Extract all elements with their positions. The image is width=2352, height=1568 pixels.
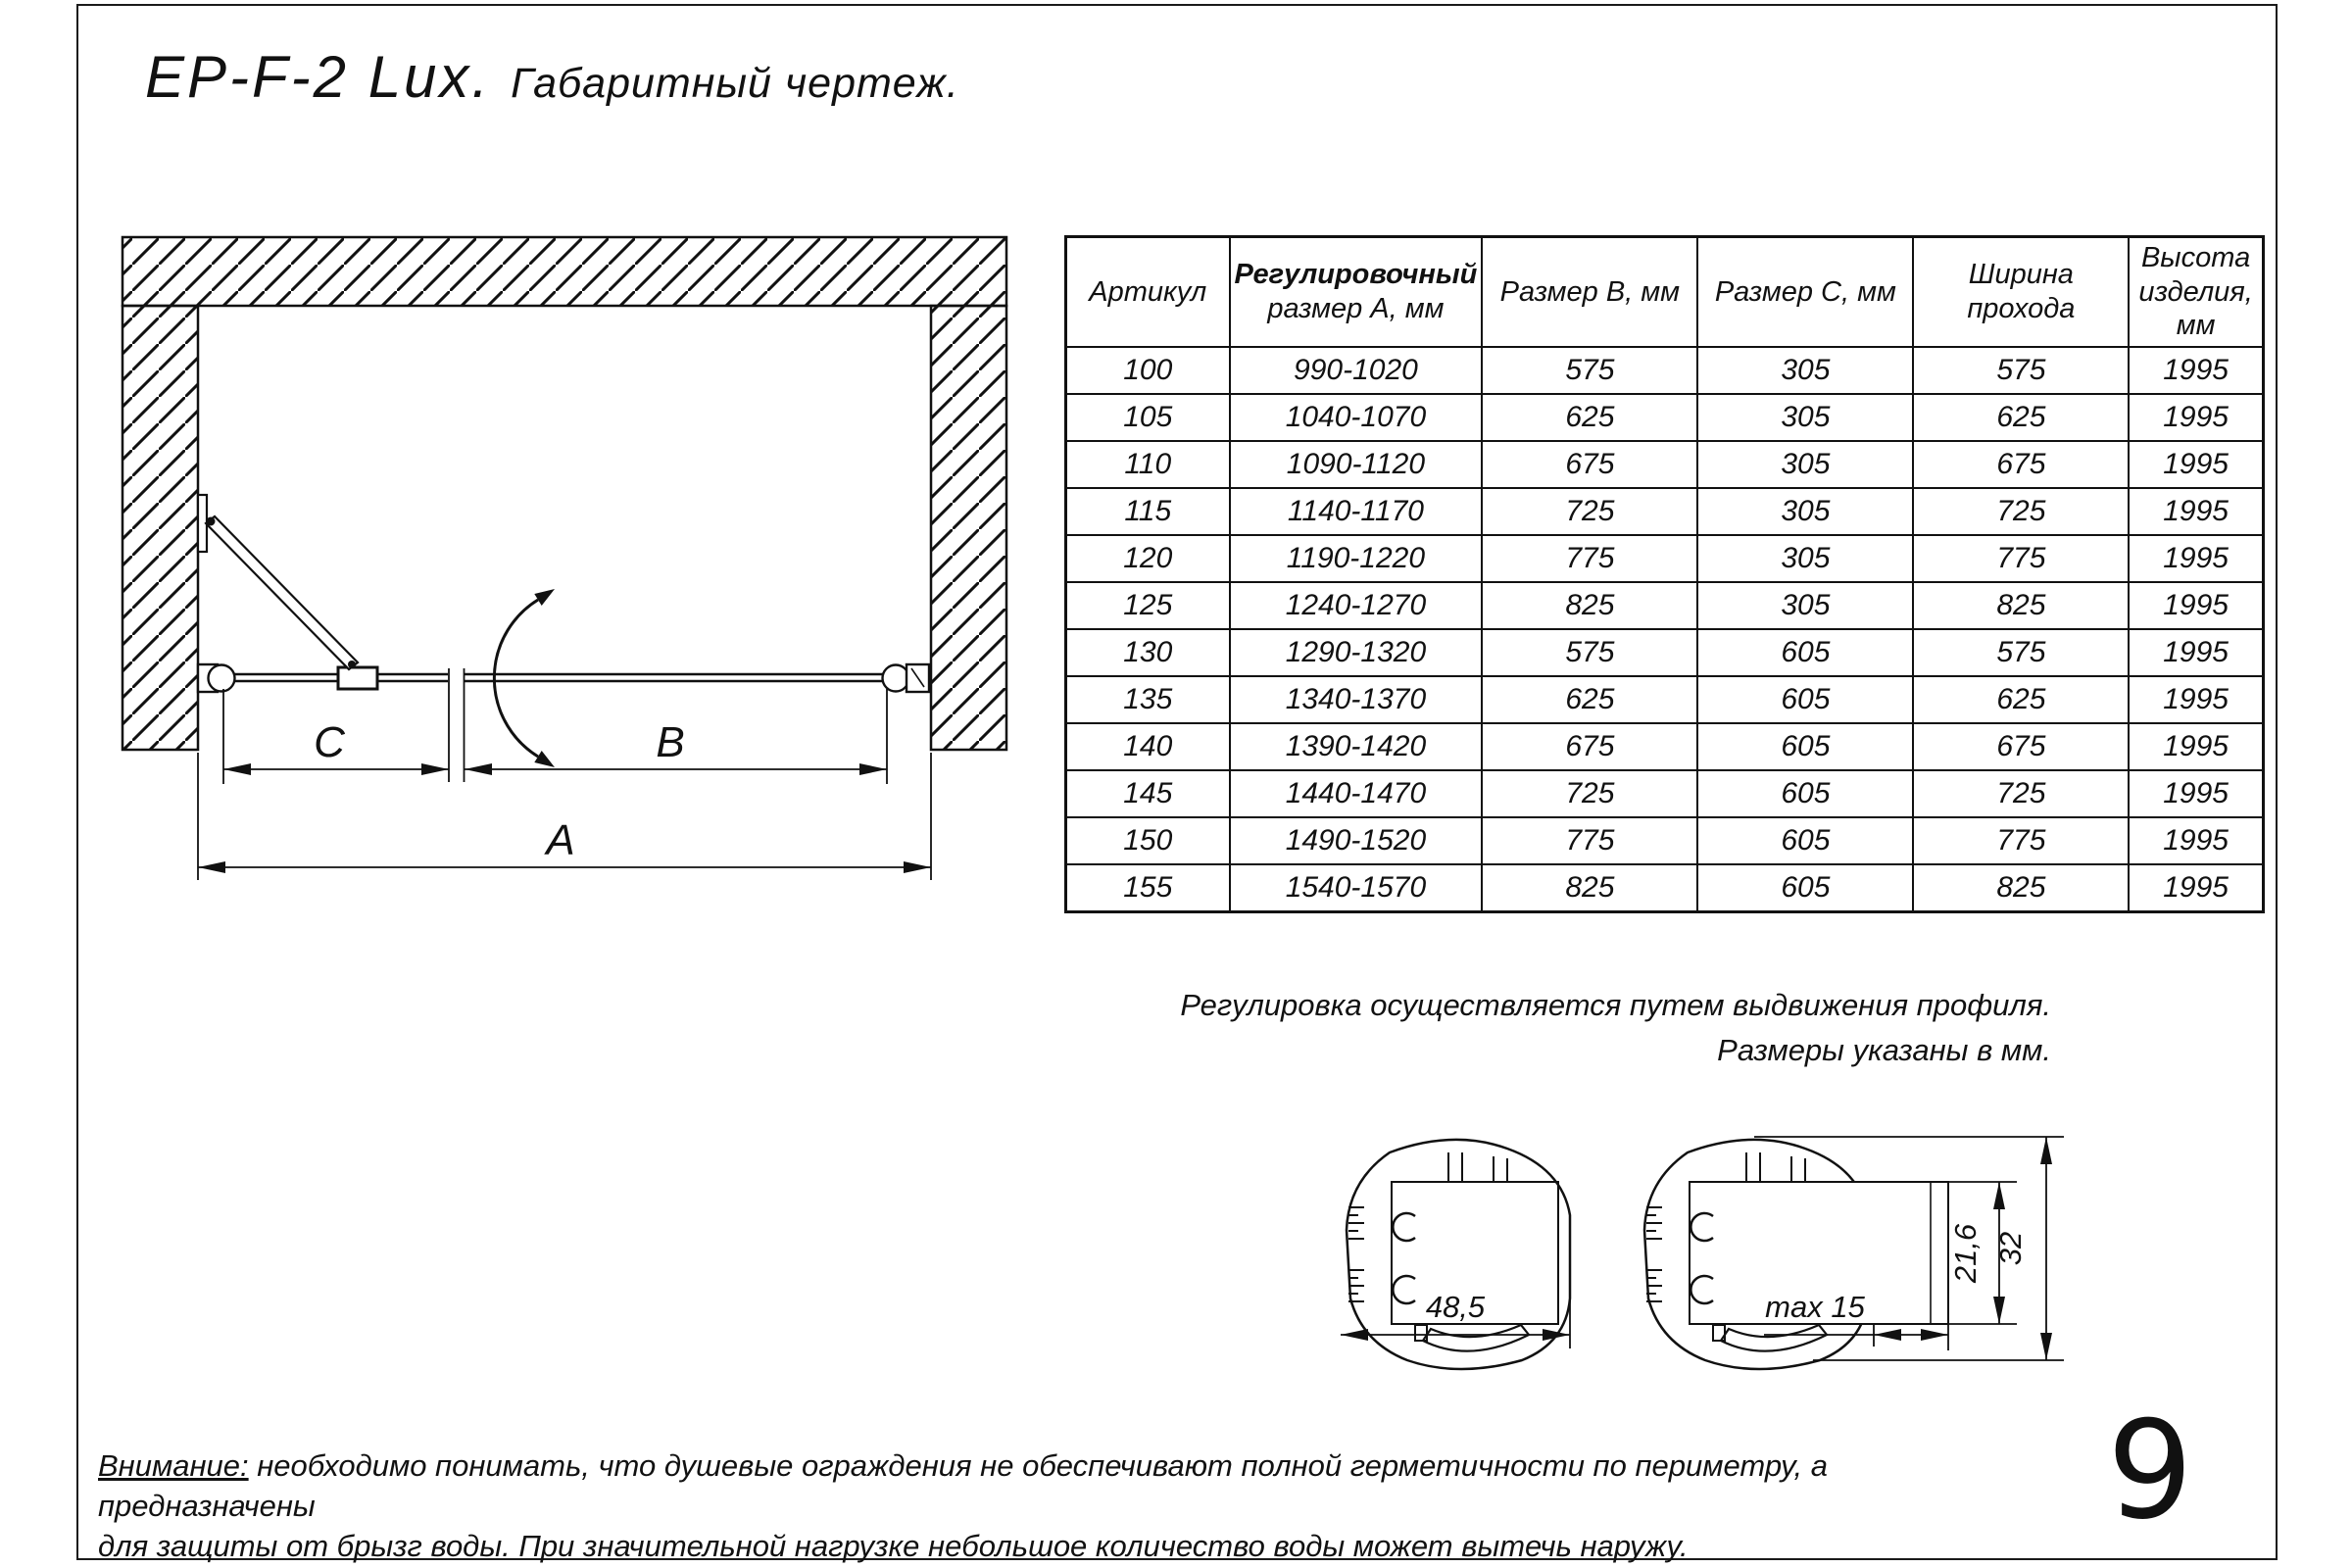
table-cell: 1140-1170 bbox=[1230, 488, 1483, 535]
table-cell: 825 bbox=[1482, 582, 1697, 629]
table-cell: 675 bbox=[1482, 723, 1697, 770]
table-cell: 155 bbox=[1066, 864, 1230, 912]
table-cell: 775 bbox=[1482, 535, 1697, 582]
adjustment-note-line2: Размеры указаны в мм. bbox=[1717, 1033, 2051, 1067]
table-cell: 605 bbox=[1697, 770, 1913, 817]
table-row bbox=[1066, 723, 2264, 770]
table-cell: 575 bbox=[1482, 629, 1697, 676]
table-cell: 150 bbox=[1066, 817, 1230, 864]
table-cell: 605 bbox=[1697, 676, 1913, 723]
table-cell: 1995 bbox=[2129, 441, 2263, 488]
table-cell: 1995 bbox=[2129, 629, 2263, 676]
plan-drawing bbox=[122, 237, 1006, 880]
table-cell: 305 bbox=[1697, 488, 1913, 535]
table-cell: 305 bbox=[1697, 535, 1913, 582]
table-cell: 725 bbox=[1482, 770, 1697, 817]
profile-outer-height-label: 32 bbox=[1993, 1231, 2028, 1266]
wall-profile-right bbox=[883, 664, 930, 692]
table-row bbox=[1066, 441, 2264, 488]
header-passage-width: Ширина прохода bbox=[1913, 237, 2129, 348]
dim-b-label: B bbox=[656, 718, 685, 766]
dim-c-label: C bbox=[314, 718, 345, 766]
table-cell: 675 bbox=[1913, 441, 2129, 488]
table-cell: 1490-1520 bbox=[1230, 817, 1483, 864]
table-cell: 305 bbox=[1697, 582, 1913, 629]
warning-line2: для защиты от брызг воды. При значительной нагрузке небольшое количество воды может вытечь наружу. bbox=[98, 1529, 1689, 1563]
table-cell: 1540-1570 bbox=[1230, 864, 1483, 912]
table-cell: 1995 bbox=[2129, 770, 2263, 817]
profile-extension-label: max 15 bbox=[1765, 1290, 1865, 1324]
wall-hatch-right bbox=[931, 306, 1006, 750]
table-cell: 1995 bbox=[2129, 676, 2263, 723]
profile-inner-height-label: 21,6 bbox=[1948, 1223, 1983, 1284]
table-cell: 105 bbox=[1066, 394, 1230, 441]
table-cell: 990-1020 bbox=[1230, 347, 1483, 394]
table-cell: 675 bbox=[1482, 441, 1697, 488]
table-cell: 1995 bbox=[2129, 347, 2263, 394]
page-number: 9 bbox=[2107, 1392, 2193, 1549]
table-cell: 305 bbox=[1697, 441, 1913, 488]
specification-table bbox=[1064, 235, 2265, 913]
warning-line1 bbox=[98, 1446, 1921, 1526]
table-cell: 625 bbox=[1913, 394, 2129, 441]
table-cell: 625 bbox=[1482, 676, 1697, 723]
table-cell: 775 bbox=[1482, 817, 1697, 864]
adjustment-note bbox=[1180, 983, 2051, 1073]
table-row bbox=[1066, 864, 2264, 912]
glass-door-panel bbox=[465, 674, 885, 681]
table-cell: 140 bbox=[1066, 723, 1230, 770]
warning-rest1: необходимо понимать, что душевые ограждения не обеспечивают полной герметичности по периметру, а предназначены bbox=[98, 1448, 1828, 1523]
header-size-a: Регулировочный размер А, мм bbox=[1230, 237, 1483, 348]
table-cell: 775 bbox=[1913, 535, 2129, 582]
profile-sections bbox=[1341, 1137, 2064, 1369]
table-cell: 1440-1470 bbox=[1230, 770, 1483, 817]
table-cell: 130 bbox=[1066, 629, 1230, 676]
table-cell: 1340-1370 bbox=[1230, 676, 1483, 723]
table-cell: 110 bbox=[1066, 441, 1230, 488]
table-cell: 575 bbox=[1482, 347, 1697, 394]
table-cell: 1190-1220 bbox=[1230, 535, 1483, 582]
table-cell: 625 bbox=[1482, 394, 1697, 441]
warning-label: Внимание: bbox=[98, 1448, 249, 1483]
table-cell: 1390-1420 bbox=[1230, 723, 1483, 770]
table-cell: 825 bbox=[1913, 582, 2129, 629]
header-product-height: Высота изделия, мм bbox=[2129, 237, 2263, 348]
glass-clamp bbox=[338, 667, 377, 689]
table-cell: 605 bbox=[1697, 629, 1913, 676]
table-cell: 1995 bbox=[2129, 723, 2263, 770]
table-cell: 1995 bbox=[2129, 582, 2263, 629]
table-cell: 605 bbox=[1697, 817, 1913, 864]
support-bar bbox=[198, 495, 358, 669]
table-cell: 1995 bbox=[2129, 535, 2263, 582]
table-cell: 725 bbox=[1913, 770, 2129, 817]
table-cell: 145 bbox=[1066, 770, 1230, 817]
table-cell: 115 bbox=[1066, 488, 1230, 535]
wall-hatch-top bbox=[122, 237, 1006, 306]
table-cell: 1040-1070 bbox=[1230, 394, 1483, 441]
wall-hatch-left bbox=[122, 306, 198, 750]
table-cell: 605 bbox=[1697, 723, 1913, 770]
table-cell: 725 bbox=[1482, 488, 1697, 535]
header-article: Артикул bbox=[1066, 237, 1230, 348]
table-cell: 825 bbox=[1913, 864, 2129, 912]
table-cell: 305 bbox=[1697, 394, 1913, 441]
profile-width-label: 48,5 bbox=[1425, 1290, 1486, 1324]
table-cell: 100 bbox=[1066, 347, 1230, 394]
page-title-suffix: Габаритный чертеж. bbox=[511, 60, 959, 107]
table-cell: 775 bbox=[1913, 817, 2129, 864]
warning-text bbox=[98, 1446, 1921, 1566]
table-cell: 1995 bbox=[2129, 394, 2263, 441]
table-cell: 1290-1320 bbox=[1230, 629, 1483, 676]
table-row bbox=[1066, 347, 2264, 394]
table-cell: 825 bbox=[1482, 864, 1697, 912]
table-cell: 125 bbox=[1066, 582, 1230, 629]
table-cell: 605 bbox=[1697, 864, 1913, 912]
door-swing-arc bbox=[494, 589, 555, 767]
table-cell: 625 bbox=[1913, 676, 2129, 723]
table-cell: 305 bbox=[1697, 347, 1913, 394]
table-row bbox=[1066, 394, 2264, 441]
adjustment-note-line1: Регулировка осуществляется путем выдвижения профиля. bbox=[1180, 988, 2051, 1022]
table-cell: 1995 bbox=[2129, 864, 2263, 912]
table-cell: 1240-1270 bbox=[1230, 582, 1483, 629]
dim-a-label: A bbox=[546, 816, 575, 864]
header-size-b: Размер В, мм bbox=[1482, 237, 1697, 348]
table-row bbox=[1066, 629, 2264, 676]
table-cell: 135 bbox=[1066, 676, 1230, 723]
table-cell: 675 bbox=[1913, 723, 2129, 770]
table-cell: 575 bbox=[1913, 629, 2129, 676]
table-cell: 725 bbox=[1913, 488, 2129, 535]
table-cell: 1995 bbox=[2129, 817, 2263, 864]
wall-profile-left bbox=[198, 664, 235, 692]
table-cell: 120 bbox=[1066, 535, 1230, 582]
table-row bbox=[1066, 676, 2264, 723]
table-row bbox=[1066, 535, 2264, 582]
table-row bbox=[1066, 770, 2264, 817]
table-row bbox=[1066, 488, 2264, 535]
table-header-row bbox=[1066, 237, 2264, 348]
table-row bbox=[1066, 817, 2264, 864]
product-model-title: EP-F-2 Lux. bbox=[145, 44, 492, 110]
header-size-c: Размер С, мм bbox=[1697, 237, 1913, 348]
table-cell: 1995 bbox=[2129, 488, 2263, 535]
table-cell: 575 bbox=[1913, 347, 2129, 394]
table-cell: 1090-1120 bbox=[1230, 441, 1483, 488]
table-row bbox=[1066, 582, 2264, 629]
